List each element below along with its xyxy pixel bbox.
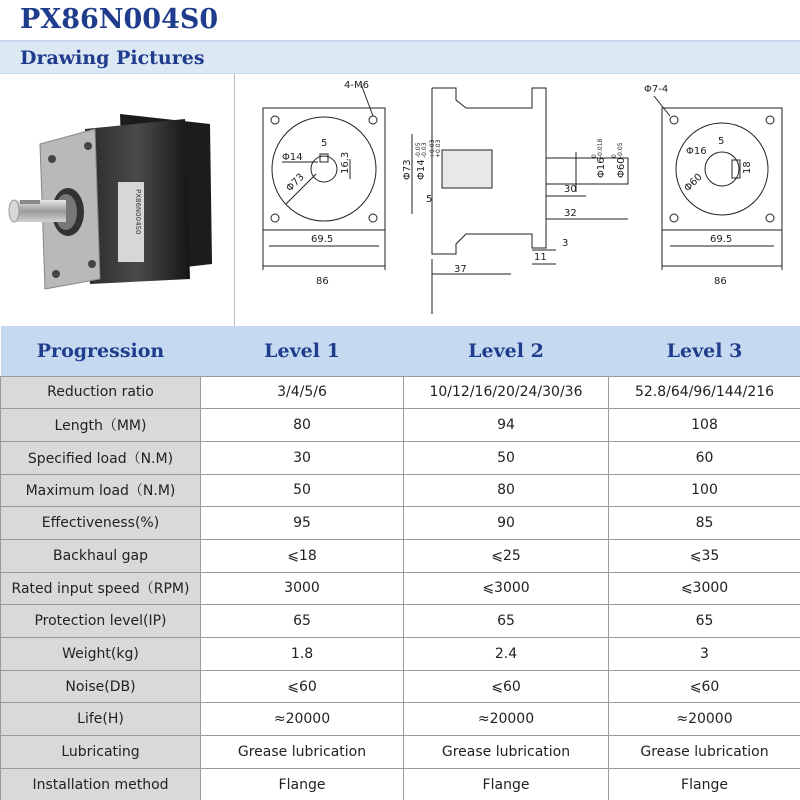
gap-3-label: 3 (562, 238, 569, 249)
shaft-dia-label: Φ16 (596, 157, 607, 178)
output-inner-dim-label: 69.5 (710, 234, 733, 245)
table-row (1, 539, 800, 572)
table-cell: 108 (609, 409, 800, 442)
side-view-drawing (396, 74, 644, 326)
table-cell: 65 (201, 605, 404, 638)
table-row (1, 670, 800, 703)
table-row (1, 605, 800, 638)
pilot-label: Φ73 (402, 159, 413, 180)
row-label: Noise(DB) (1, 670, 201, 703)
front-view-drawing (236, 74, 396, 326)
table-cell: Grease lubrication (609, 736, 800, 769)
output-shaft-label: Φ16 (686, 146, 707, 157)
row-label: Specified load（N.M) (1, 441, 201, 474)
table-cell: 1.8 (201, 638, 404, 671)
table-cell: ≈20000 (404, 703, 609, 736)
table-cell: 50 (201, 474, 404, 507)
table-cell: 2.4 (404, 638, 609, 671)
row-label: Effectiveness(%) (1, 507, 201, 540)
outer-dim-label: 86 (316, 276, 329, 287)
table-cell: ⩽35 (609, 539, 800, 572)
table-row (1, 409, 800, 442)
spec-table (0, 326, 800, 800)
table-cell: 100 (609, 474, 800, 507)
output-view-drawing (644, 74, 800, 326)
inner-dim-label: 69.5 (311, 234, 334, 245)
bore-label: Φ14 (282, 152, 303, 163)
table-cell: 3 (609, 638, 800, 671)
header-level-3: Level 3 (609, 326, 800, 376)
key-label: 5 (321, 138, 328, 149)
table-cell: 65 (609, 605, 800, 638)
table-cell: 80 (201, 409, 404, 442)
table-cell: Flange (201, 768, 404, 800)
table-cell: 52.8/64/96/144/216 (609, 376, 800, 409)
flange-tol1: 0 (611, 154, 618, 158)
row-label: Installation method (1, 768, 201, 800)
output-key-depth-label: 18 (742, 161, 753, 174)
table-cell: ≈20000 (201, 703, 404, 736)
table-cell: ≈20000 (609, 703, 800, 736)
shaft-tol1: 0 (591, 154, 598, 158)
bore-tol2: +0.03 (435, 139, 442, 158)
gap-11-label: 11 (534, 252, 547, 263)
table-row (1, 376, 800, 409)
table-row (1, 441, 800, 474)
row-label: Weight(kg) (1, 638, 201, 671)
circle-label: Φ73 (284, 171, 307, 195)
side-key-label: 5 (426, 194, 433, 205)
key-depth-label: 16.3 (340, 151, 351, 174)
body-37-label: 37 (454, 264, 467, 275)
table-cell: 65 (404, 605, 609, 638)
table-cell: Flange (609, 768, 800, 800)
table-cell: Grease lubrication (201, 736, 404, 769)
output-holes-label: Φ7-4 (644, 84, 669, 95)
table-row (1, 572, 800, 605)
header-level-2: Level 2 (404, 326, 609, 376)
header-level-1: Level 1 (201, 326, 404, 376)
holes-label: 4-M6 (344, 80, 369, 91)
drawing-area (0, 74, 800, 326)
shaft-tol2: -0.018 (597, 138, 604, 158)
table-cell: 94 (404, 409, 609, 442)
row-label: Life(H) (1, 703, 201, 736)
output-circle-label: Φ60 (682, 171, 705, 195)
row-label: Rated input speed（RPM) (1, 572, 201, 605)
table-cell: 50 (404, 441, 609, 474)
row-label: Backhaul gap (1, 539, 201, 572)
pilot-tol2: -0.03 (421, 142, 428, 158)
table-cell: 30 (201, 441, 404, 474)
table-cell: ⩽25 (404, 539, 609, 572)
shaft-length-label: 30 (564, 184, 577, 195)
section-heading: Drawing Pictures (0, 40, 800, 74)
model-title: PX86N004S0 (0, 0, 800, 40)
table-cell: ⩽3000 (609, 572, 800, 605)
product-photo (0, 74, 235, 326)
table-cell: ⩽60 (404, 670, 609, 703)
length-32-label: 32 (564, 208, 577, 219)
table-cell: ⩽60 (201, 670, 404, 703)
table-cell: Flange (404, 768, 609, 800)
row-label: Lubricating (1, 736, 201, 769)
table-cell: Grease lubrication (404, 736, 609, 769)
table-cell: 10/12/16/20/24/30/36 (404, 376, 609, 409)
output-outer-dim-label: 86 (714, 276, 727, 287)
table-header-row (1, 326, 800, 376)
table-cell: ⩽3000 (404, 572, 609, 605)
output-key-label: 5 (718, 136, 725, 147)
table-row (1, 507, 800, 540)
table-row (1, 638, 800, 671)
table-cell: 60 (609, 441, 800, 474)
table-cell: 3/4/5/6 (201, 376, 404, 409)
gearbox-image (0, 74, 235, 326)
table-cell: 3000 (201, 572, 404, 605)
side-bore-label: Φ14 (416, 159, 427, 180)
table-row (1, 736, 800, 769)
table-cell: 85 (609, 507, 800, 540)
row-label: Protection level(IP) (1, 605, 201, 638)
bore-tol1: +0.03 (429, 139, 436, 158)
table-row (1, 768, 800, 800)
photo-label: PX86N004S0 (134, 189, 142, 235)
table-row (1, 703, 800, 736)
table-row (1, 474, 800, 507)
row-label: Maximum load（N.M) (1, 474, 201, 507)
flange-tol2: -0.05 (617, 142, 624, 158)
row-label: Length（MM) (1, 409, 201, 442)
table-cell: 90 (404, 507, 609, 540)
table-cell: ⩽60 (609, 670, 800, 703)
header-progression: Progression (1, 326, 201, 376)
table-cell: 95 (201, 507, 404, 540)
table-cell: ⩽18 (201, 539, 404, 572)
table-cell: 80 (404, 474, 609, 507)
flange-dia-label: Φ60 (616, 157, 627, 178)
pilot-tol1: -0.05 (415, 142, 422, 158)
row-label: Reduction ratio (1, 376, 201, 409)
